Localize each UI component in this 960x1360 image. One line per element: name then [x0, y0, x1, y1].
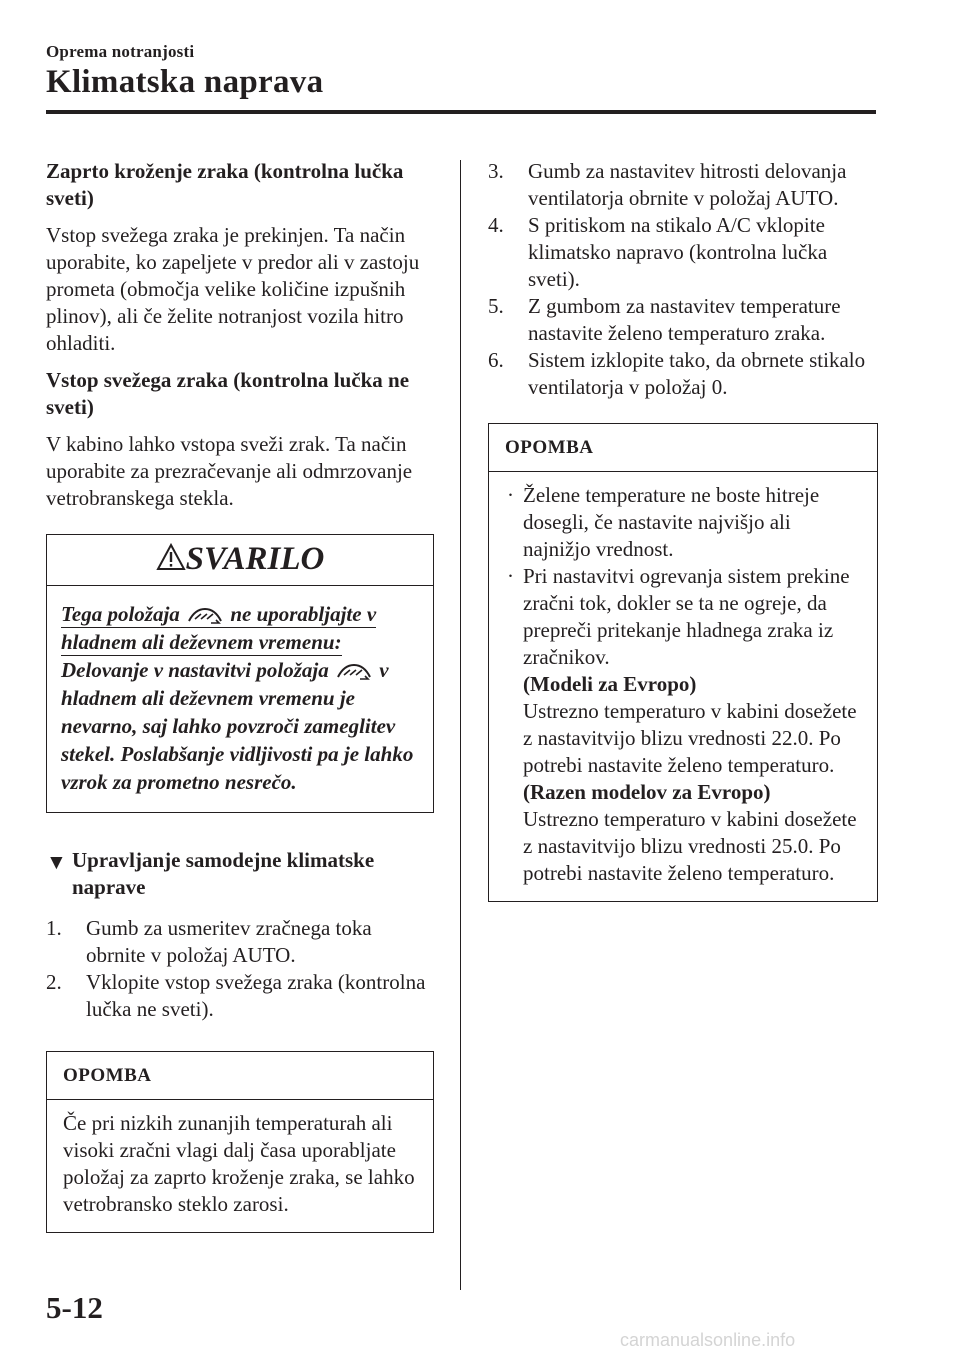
section-label: Oprema notranjosti [46, 42, 195, 61]
fresh-air-heading: Vstop svežega zraka (kontrolna lučka ne sveti) [46, 368, 410, 419]
note-title: OPOMBA [47, 1052, 433, 1100]
note-bullet [505, 482, 861, 563]
step-text: Z gumbom za nastavitev temperature nastavite želeno temperaturo zraka. [528, 294, 841, 345]
eu-models-heading: (Modeli za Evropo) [523, 672, 697, 696]
recirculation-text: Vstop svežega zraka je prekinjen. Ta način uporabite, ko zapeljete v predor ali v zastoju prometa (območja velike količine izpušnih plinov), ali če želite notranjost vozila hitro ohladiti. [46, 223, 420, 355]
step-item [488, 347, 878, 401]
step-text: Sistem izklopite tako, da obrnete stikalo ventilatorja v položaj 0. [528, 348, 866, 399]
bullet-dot: · [507, 483, 514, 507]
step-item [46, 969, 434, 1023]
warning-triangle-icon [156, 543, 186, 571]
recirculation-heading: Zaprto kroženje zraka (kontrolna lučka sveti) [46, 159, 404, 210]
warning-line1-b: ne uporabljajte v hladnem ali deževnem vremenu: [61, 602, 377, 654]
warning-line2-a: Delovanje v nastavitvi položaja [61, 658, 329, 682]
step-text: Gumb za usmeritev zračnega toka obrnite v položaj AUTO. [86, 916, 372, 967]
note-body [489, 472, 877, 901]
warning-box [46, 534, 434, 813]
fresh-air-text: V kabino lahko vstopa sveži zrak. Ta način uporabite za prezračevanje ali odmrzovanje vetrobranskega stekla. [46, 432, 413, 510]
step-text: Vklopite vstop svežega zraka (kontrolna lučka ne sveti). [86, 970, 426, 1021]
step-number: 1. [46, 916, 62, 940]
header-rule [46, 110, 876, 114]
warning-title: SVARILO [185, 541, 325, 577]
triangle-down-icon: ▼ [46, 850, 67, 874]
windshield-airflow-icon [334, 661, 374, 683]
step-item [46, 915, 434, 969]
warning-line2-b: v hladnem ali deževnem vremenu je nevarno, saj lahko povzroči zameglitev stekel. Poslabšanje vidljivosti pa je lahko vzrok za prometno nesrečo. [61, 658, 414, 794]
note-box [46, 1051, 434, 1233]
note-bullet-text: Želene temperature ne boste hitreje dosegli, če nastavite najvišjo ali najnižjo vrednost. [523, 483, 820, 561]
note-text: Če pri nizkih zunanjih temperaturah ali visoki zračni vlagi dalj časa uporabljate položaj za zaprto kroženje zraka, se lahko vetrobransko steklo zarosi. [63, 1111, 415, 1216]
note-bullet [505, 563, 861, 887]
note-bullet-text: Pri nastavitvi ogrevanja sistem prekine zračni tok, dokler se ta ne ogreje, da prepreči pritekanje hladnega zraka iz zračnikov. [523, 564, 850, 669]
step-number: 5. [488, 294, 504, 318]
page-title: Klimatska naprava [46, 64, 324, 100]
auto-climate-heading [46, 847, 434, 901]
warning-header [47, 535, 433, 586]
bullet-dot: · [507, 564, 514, 588]
step-item [488, 212, 878, 293]
step-text: Gumb za nastavitev hitrosti delovanja ventilatorja obrnite v položaj AUTO. [528, 159, 847, 210]
step-number: 2. [46, 970, 62, 994]
step-number: 3. [488, 159, 504, 183]
right-column [488, 158, 878, 902]
step-number: 4. [488, 213, 504, 237]
note-title: OPOMBA [489, 424, 877, 472]
watermark: carmanualsonline.info [620, 1330, 796, 1350]
step-text: S pritiskom na stikalo A/C vklopite klimatsko napravo (kontrolna lučka sveti). [528, 213, 828, 291]
step-item [488, 158, 878, 212]
non-eu-models-heading: (Razen modelov za Evropo) [523, 780, 771, 804]
warning-body [47, 586, 433, 812]
step-number: 6. [488, 348, 504, 372]
auto-climate-heading-text: Upravljanje samodejne klimatske naprave [72, 848, 375, 899]
note-box [488, 423, 878, 902]
warning-line1 [61, 602, 376, 656]
step-item [488, 293, 878, 347]
warning-line1-a: Tega položaja [61, 602, 180, 626]
windshield-airflow-icon [185, 605, 225, 627]
eu-models-text: Ustrezno temperaturo v kabini dosežete z nastavitvijo blizu vrednosti 22.0. Po potrebi nastavite želeno temperaturo. [523, 699, 857, 777]
page-number: 5-12 [46, 1290, 103, 1325]
left-column [46, 158, 434, 1233]
column-divider [460, 160, 461, 1290]
non-eu-models-text: Ustrezno temperaturo v kabini dosežete z nastavitvijo blizu vrednosti 25.0. Po potrebi nastavite želeno temperaturo. [523, 807, 857, 885]
